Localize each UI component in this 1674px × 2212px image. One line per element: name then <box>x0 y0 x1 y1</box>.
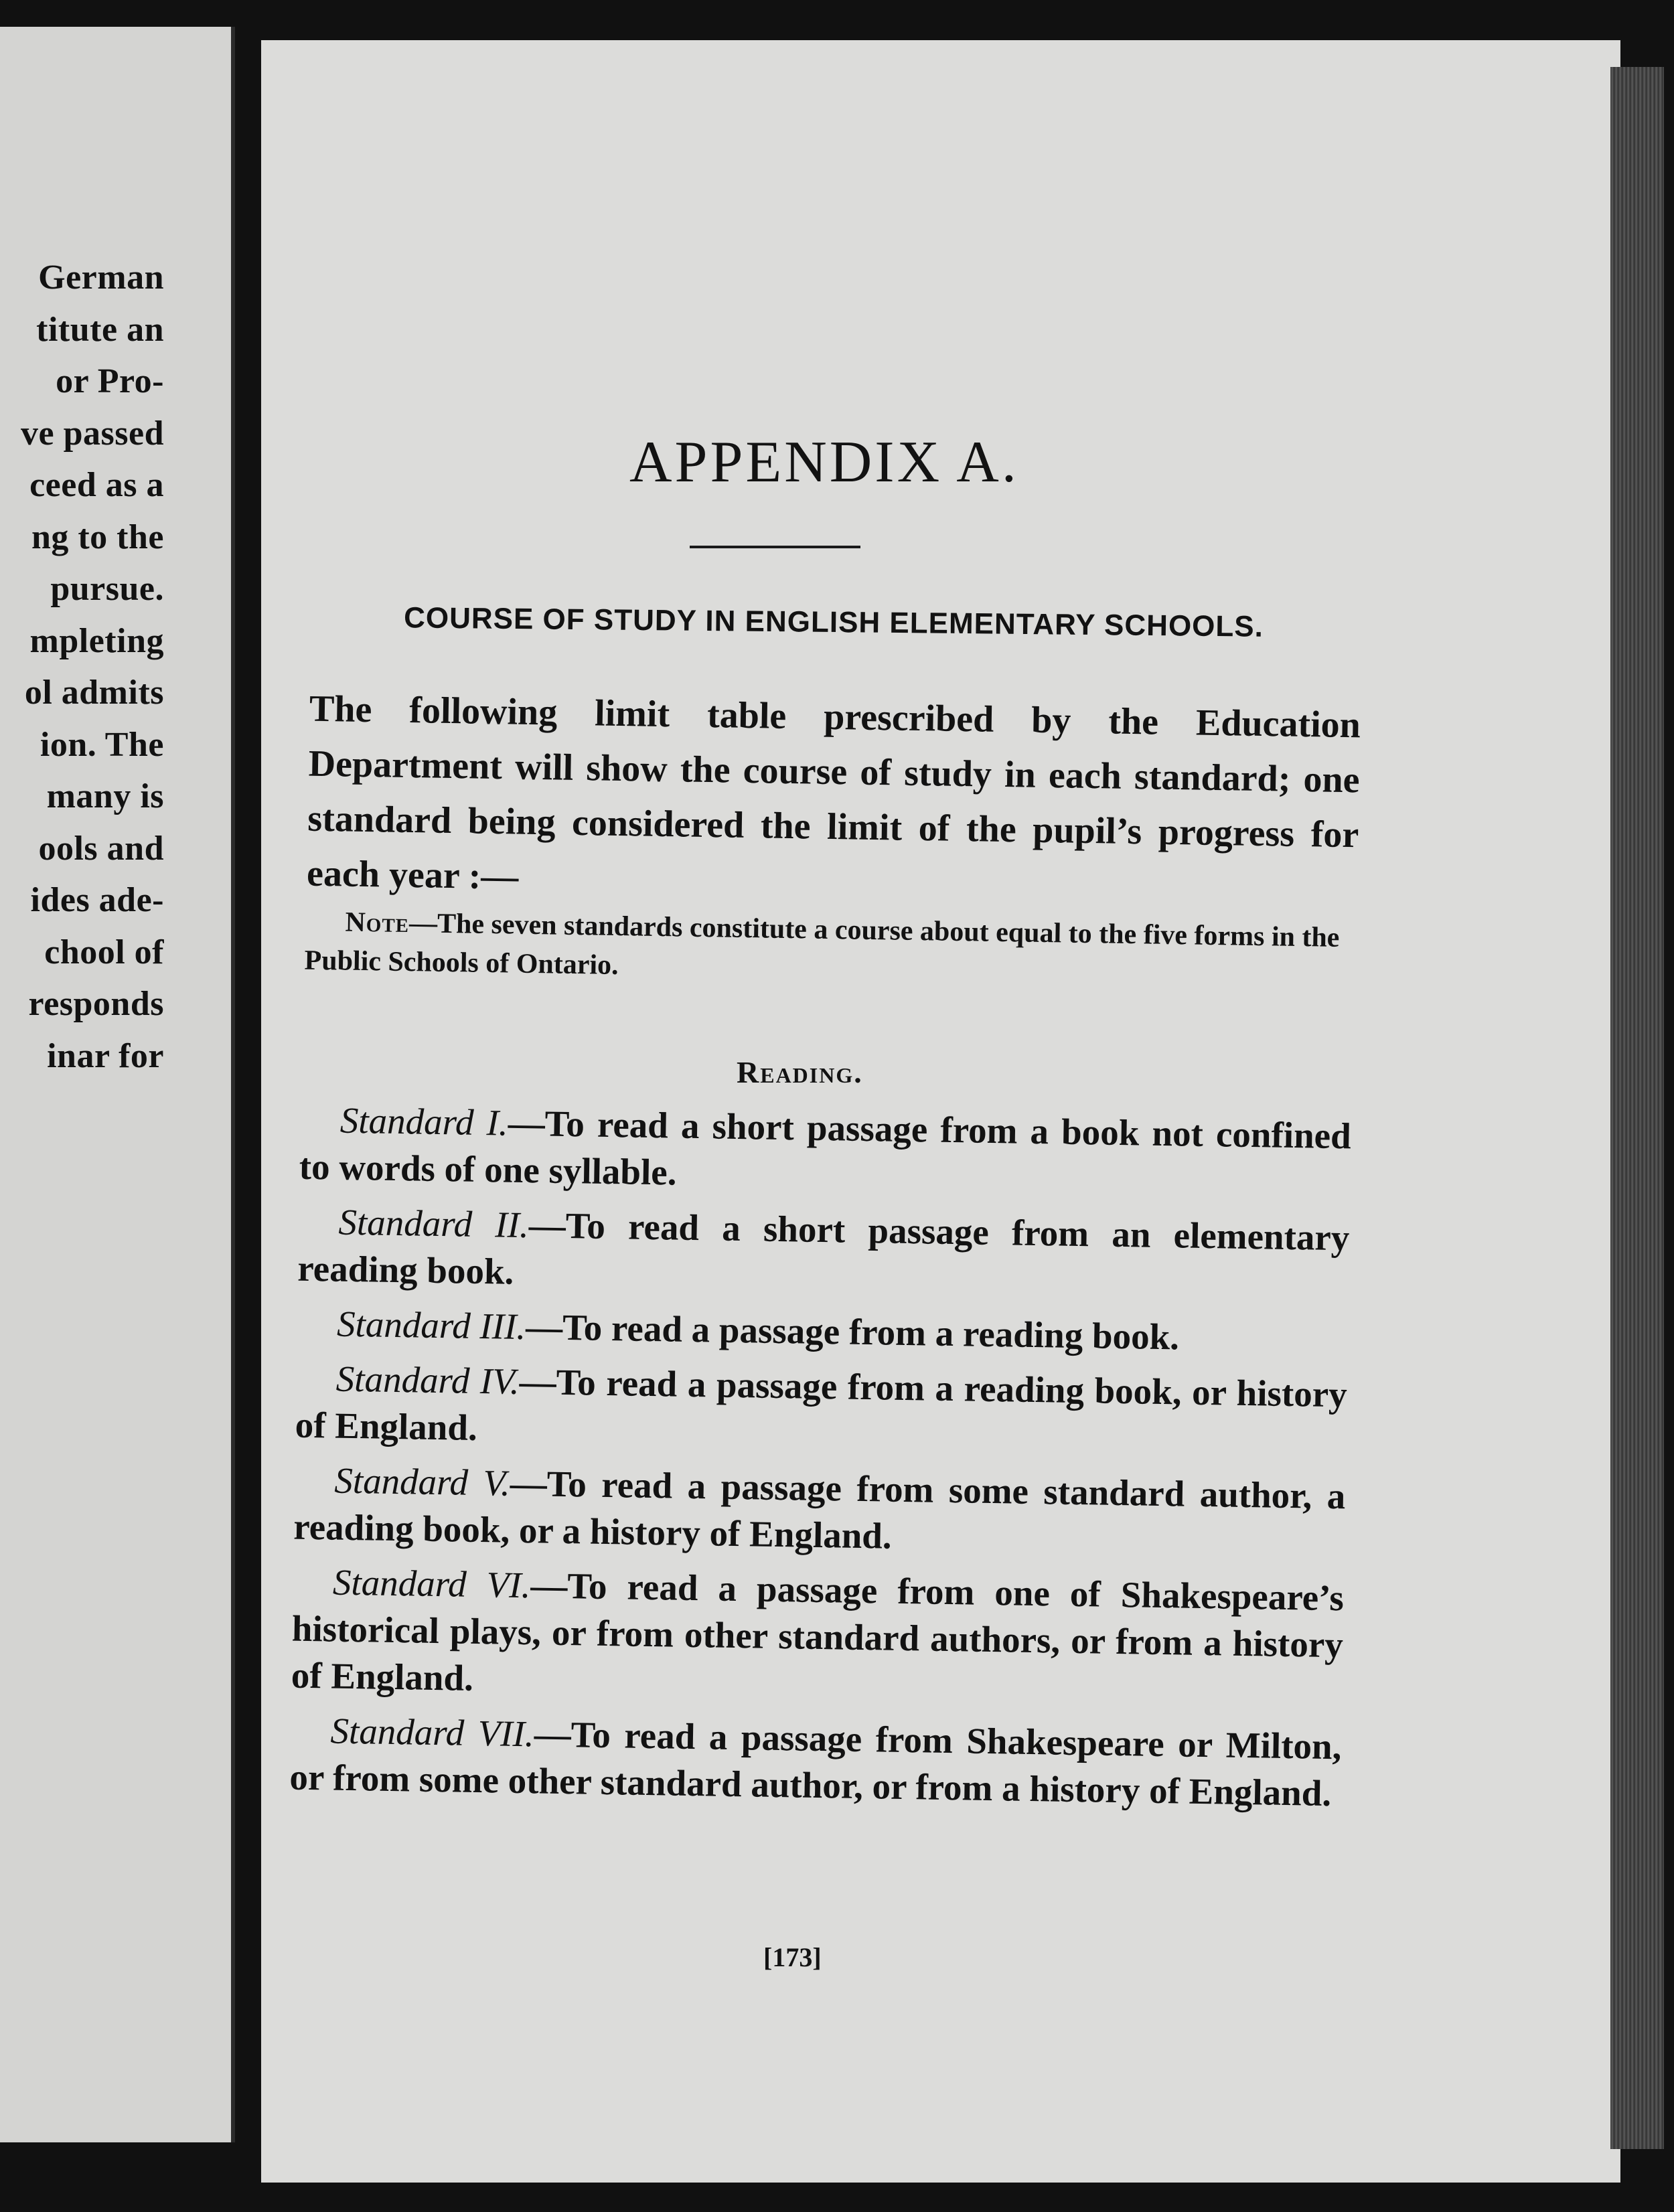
standard-text: —To read a short passage from a book not confined to words of one syllable. <box>299 1102 1352 1193</box>
left-page-line: inar for <box>47 1037 164 1075</box>
standard-text: —To read a passage from a reading book, or history of England. <box>295 1360 1348 1448</box>
note-text: —The seven standards constitute a course about equal to the five forms in the Public Schools of Ontario. <box>304 908 1340 981</box>
standard-item <box>299 1097 1351 1207</box>
note-label: Note <box>345 906 410 939</box>
standard-item <box>291 1559 1344 1716</box>
standard-text: —To read a passage from Shakespeare or Milton, or from some other standard author, or from a history of England. <box>289 1713 1342 1814</box>
standard-label: Standard VI. <box>332 1561 531 1606</box>
standard-item <box>289 1707 1342 1818</box>
left-page-line: ides ade- <box>30 881 164 919</box>
standard-label: Standard V. <box>333 1459 511 1504</box>
standard-label: Standard I. <box>339 1099 509 1143</box>
book-page-edge <box>1610 67 1664 2149</box>
standard-item <box>293 1457 1346 1567</box>
intro-paragraph: The following limit table prescribed by the Education Department will show the course of study in each standard; one standard being considered the limit of the pupil’s progress for each year :— <box>306 688 1361 898</box>
reading-heading: Reading. <box>737 1055 863 1089</box>
left-page-line: ve passed <box>21 414 164 453</box>
left-page-fragment <box>0 27 235 2142</box>
left-page-line: ion. The <box>40 726 164 764</box>
standard-text: —To read a passage from a reading book. <box>525 1306 1180 1358</box>
page-number: [173] <box>763 1942 822 1972</box>
standard-label: Standard IV. <box>335 1358 520 1402</box>
left-page-line: titute an <box>36 311 164 349</box>
left-page-line: mpleting <box>29 622 164 660</box>
standard-text: —To read a passage from some standard author, a reading book, or a history of England. <box>293 1462 1346 1557</box>
standard-text: —To read a short passage from an elementary reading book. <box>297 1204 1350 1292</box>
standard-item <box>295 1355 1347 1466</box>
left-page-line: ceed as a <box>29 466 164 504</box>
standards-list <box>289 1097 1352 1826</box>
appendix-title: APPENDIX A. <box>629 430 1019 495</box>
left-page-line: pursue. <box>50 570 164 608</box>
left-page-line: ng to the <box>31 518 164 556</box>
left-page-line: responds <box>28 985 164 1023</box>
note-paragraph <box>304 902 1357 997</box>
standard-label: Standard II. <box>338 1201 530 1246</box>
left-page-line: many is <box>46 777 164 815</box>
standard-label: Standard III. <box>336 1303 526 1348</box>
standard-text: —To read a passage from one of Shakespeare’s historical plays, or from other standard authors, or from a history of England. <box>291 1565 1345 1698</box>
left-page-line: ools and <box>38 830 164 868</box>
left-page-line: German <box>38 258 164 297</box>
title-rule <box>690 546 860 548</box>
left-page-line: or Pro- <box>56 362 164 400</box>
standard-item <box>297 1300 1349 1364</box>
standard-item <box>297 1198 1350 1309</box>
left-page-line: chool of <box>44 933 164 971</box>
left-page-line: ol admits <box>24 674 164 712</box>
section-title: COURSE OF STUDY IN ENGLISH ELEMENTARY SCHOOLS. <box>403 601 1264 643</box>
standard-label: Standard VII. <box>330 1710 535 1755</box>
